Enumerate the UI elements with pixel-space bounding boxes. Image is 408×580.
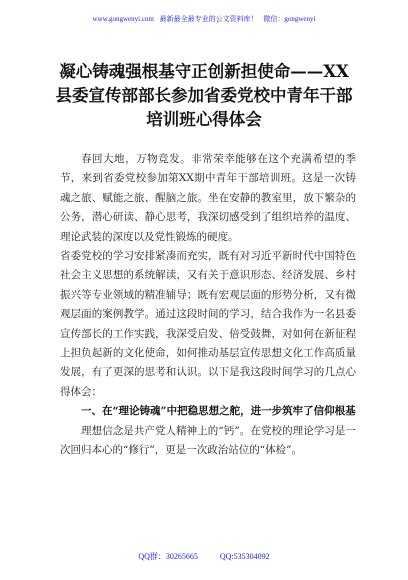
page-header	[0, 14, 408, 24]
title-line-1: 凝心铸魂强根基守正创新担使命——XX	[59, 62, 349, 81]
title-line-2: 县委宣传部部长参加省委党校中青年干部	[55, 86, 353, 105]
paragraph-belief: 理想信念是共产党人精神上的“钙”。在党校的理论学习是一次回归本心的“修行”，更是一次政治站位的“体检”。	[60, 424, 356, 457]
wechat-id: 微信：gongwenyi	[263, 15, 316, 23]
page-footer	[0, 551, 408, 562]
document-title	[30, 60, 378, 132]
qq-contact: QQ:535304092	[219, 552, 270, 561]
site-tagline: 最新最全最专业的公文资料库！	[159, 15, 258, 23]
qq-group: QQ群：30265665	[138, 552, 198, 561]
paragraph-study: 省委党校的学习安排紧凑而充实，既有对习近平新时代中国特色社会主义思想的系统解读，又有关于意识形态、经济发展、乡村振兴等专业领域的精准辅导；既有宏观层面的形势分析，又有微观层面的案例教学。通过这段时间的学习，结合我作为一名县委宣传部长的工作实践，我深受启发、倍受鼓舞，对如何在新征程上担负起新的文化使命，如何推动基层宣传思想文化工作高质量发展，有了更深的思考和认识。以下是我这段时间学习的几点心得体会：	[60, 250, 356, 398]
paragraph-intro: 春回大地，万物竞发。非常荣幸能够在这个充满希望的季节，来到省委党校参加第XX期中青年干部培训班。这是一次铸魂之旅、赋能之旅、醒脑之旅。坐在安静的教室里，放下繁杂的公务，潜心研读、静心思考，我深切感受到了组织培养的温度、理论武装的深度以及党性锻炼的硬度。	[60, 153, 356, 243]
document-body	[60, 150, 356, 461]
title-line-3: 培训班心得体会	[146, 110, 262, 129]
section-heading-1: 一、在“理论铸魂”中把稳思想之舵，进一步筑牢了信仰根基	[81, 405, 356, 418]
site-url[interactable]: www.gongwenyi.com	[92, 15, 154, 23]
